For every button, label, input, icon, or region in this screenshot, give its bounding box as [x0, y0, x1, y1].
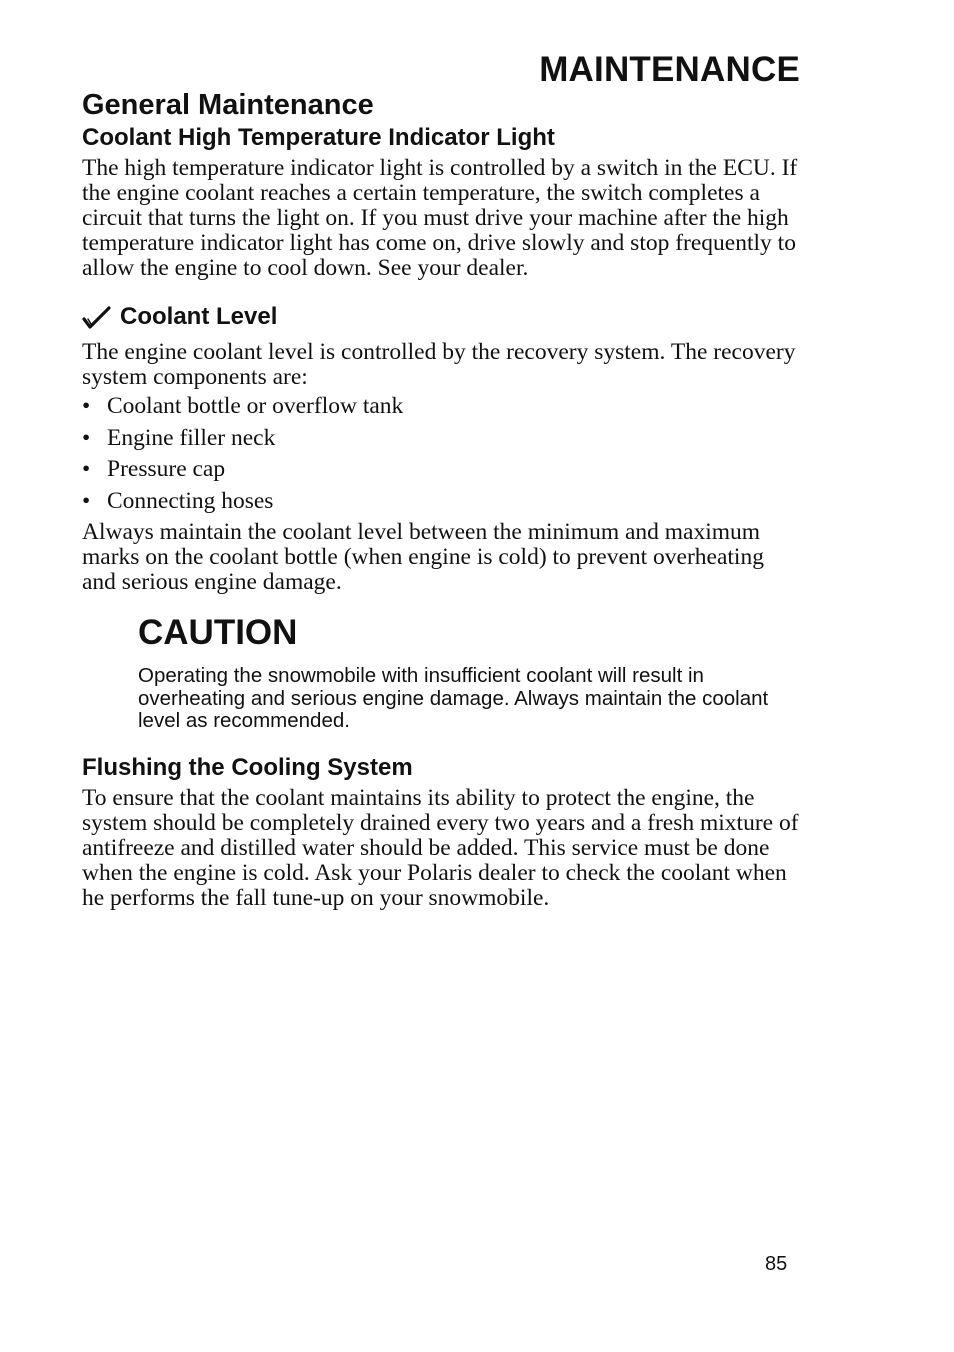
- caution-text: Operating the snowmobile with insufficient coolant will result in overheating and serious engine damage. Always maintain the coolant level as recommended.: [138, 664, 769, 732]
- list-item: [82, 394, 802, 419]
- coolant-level-heading-row: [82, 302, 802, 332]
- list-item: [82, 489, 802, 514]
- coolant-level-heading: Coolant Level: [120, 303, 278, 330]
- list-item-text: Engine filler neck: [107, 424, 276, 451]
- list-item-text: Coolant bottle or overflow tank: [107, 393, 404, 419]
- list-item: [82, 426, 802, 451]
- coolant-level-outro: Always maintain the coolant level between the minimum and maximum marks on the coolant bottle (when engine is cold) to prevent overheating and serious engine damage.: [82, 519, 764, 595]
- list-item-text: Connecting hoses: [107, 487, 274, 514]
- caution-block: [138, 613, 778, 733]
- bullet: •: [82, 456, 91, 482]
- list-item: [82, 457, 802, 482]
- flushing-heading: Flushing the Cooling System: [82, 753, 413, 781]
- chapter-title: MAINTENANCE: [539, 50, 800, 89]
- components-list: [82, 394, 802, 514]
- coolant-light-heading: Coolant High Temperature Indicator Light: [82, 124, 555, 151]
- check-mark-icon: [82, 305, 112, 329]
- coolant-light-paragraph: The high temperature indicator light is controlled by a switch in the ECU. If the engine coolant reaches a certain temperature, the switch completes a circuit that turns the light on. If you must drive your machine after the high temperature indicator light has come on, drive slowly and stop frequently to allow the engine to cool down. See your dealer.: [82, 155, 798, 281]
- bullet: •: [82, 393, 91, 419]
- bullet: •: [82, 487, 91, 514]
- coolant-level-intro: The engine coolant level is controlled by the recovery system. The recovery system components are:: [82, 339, 796, 390]
- bullet: •: [82, 424, 91, 451]
- caution-title: CAUTION: [138, 613, 298, 652]
- page-content: [82, 88, 802, 911]
- list-item-text: Pressure cap: [107, 456, 226, 482]
- flushing-paragraph: To ensure that the coolant maintains its ability to protect the engine, the system should be completely drained every two years and a fresh mixture of antifreeze and distilled water should be added. This service must be done when the engine is cold. Ask your Polaris dealer to check the coolant when he performs the fall tune-up on your snowmobile.: [82, 784, 799, 911]
- section-title: General Maintenance: [82, 89, 374, 121]
- page-number: 85: [765, 1253, 788, 1275]
